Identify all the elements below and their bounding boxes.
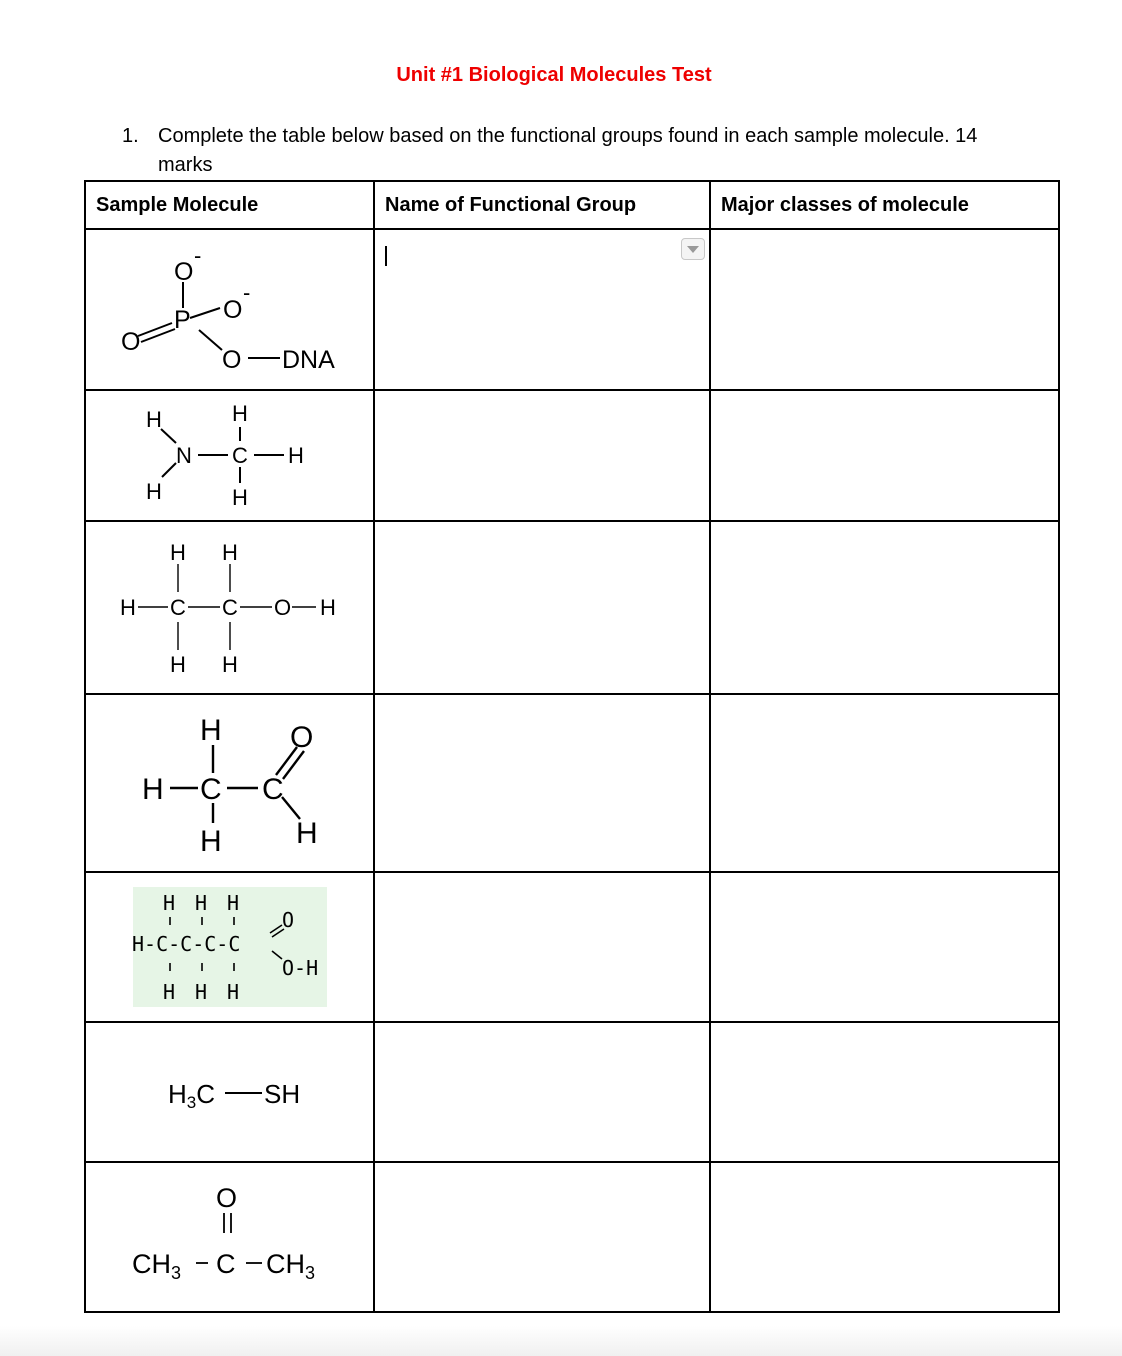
major-class-cell[interactable]	[710, 229, 1059, 390]
functional-group-cell[interactable]	[374, 1022, 710, 1162]
molecule-methanethiol	[85, 1022, 374, 1162]
page-bottom-shade	[0, 1326, 1122, 1356]
dropdown-button[interactable]	[681, 238, 705, 260]
header-functional-group: Name of Functional Group	[374, 181, 710, 229]
functional-group-cell[interactable]	[374, 1162, 710, 1312]
methyl-label: $CH_3$	[266, 1249, 316, 1283]
hydrogen-label: H	[170, 540, 186, 565]
hydrogen-label: H	[288, 443, 304, 468]
charge-label: -	[243, 280, 251, 305]
hydrogen-label: H	[227, 891, 240, 915]
hydrogen-label: H	[222, 652, 238, 677]
hydrogen-label: H	[142, 773, 164, 806]
text-cursor	[385, 246, 387, 266]
header-major-classes: Major classes of molecule	[710, 181, 1059, 229]
hydroxyl-label: O-H	[282, 956, 319, 980]
major-class-cell[interactable]	[710, 390, 1059, 521]
hydrogen-label: H	[146, 407, 162, 432]
molecule-phosphate-dna	[85, 229, 374, 390]
major-class-cell[interactable]	[710, 1022, 1059, 1162]
thiol-label: SH	[264, 1079, 301, 1109]
hydrogen-label: H	[120, 595, 136, 620]
carbon-label: C	[222, 595, 238, 620]
hydrogen-label: H	[200, 825, 222, 858]
carbon-label: C	[170, 595, 186, 620]
oxygen-label: O	[216, 1183, 238, 1213]
functional-group-cell[interactable]	[374, 694, 710, 872]
hydrogen-label: H	[195, 980, 208, 1004]
oxygen-label: O	[274, 595, 292, 620]
methyl-label: H3C	[168, 1079, 216, 1112]
oxygen-label: O	[121, 328, 141, 356]
table-row	[85, 872, 1059, 1022]
hydrogen-label: H	[232, 485, 248, 510]
molecule-acetone	[85, 1162, 374, 1312]
table-row	[85, 694, 1059, 872]
hydrogen-label: H	[195, 891, 208, 915]
major-class-cell[interactable]	[710, 872, 1059, 1022]
oxygen-label: O	[222, 346, 242, 374]
carbon-label: C	[262, 773, 284, 806]
carbon-label: C	[216, 1249, 236, 1279]
functional-group-cell[interactable]	[374, 521, 710, 694]
molecule-ethanol	[85, 521, 374, 694]
molecule-methylamine	[85, 390, 374, 521]
carbon-label: C	[232, 443, 248, 468]
major-class-cell[interactable]	[710, 1162, 1059, 1312]
functional-groups-table	[84, 180, 1060, 1313]
dna-label: DNA	[282, 346, 335, 374]
hydrogen-label: H	[320, 595, 336, 620]
molecule-butanoic-acid	[85, 872, 374, 1022]
document-title: Unit #1 Biological Molecules Test	[396, 64, 712, 86]
question-number: 1.	[122, 125, 139, 147]
carbon-label: C	[200, 773, 222, 806]
phosphorus-label: P	[174, 306, 191, 334]
hydrogen-label: H	[296, 817, 318, 850]
functional-group-cell[interactable]	[374, 872, 710, 1022]
table-row	[85, 229, 1059, 390]
hydrogen-label: H	[222, 540, 238, 565]
question-text: Complete the table below based on the functional groups found in each sample molecule. 14 marks	[158, 125, 978, 176]
hydrogen-label: H	[146, 479, 162, 504]
oxygen-label: O	[174, 258, 194, 286]
charge-label: -	[194, 243, 202, 268]
hydrogen-label: H	[232, 401, 248, 426]
functional-group-cell[interactable]	[374, 229, 710, 390]
table-header-row	[85, 181, 1059, 229]
table-row	[85, 390, 1059, 521]
hydrogen-label: H	[163, 980, 176, 1004]
table-row	[85, 1022, 1059, 1162]
hydrogen-label: H	[227, 980, 240, 1004]
hydrogen-label: H	[163, 891, 176, 915]
major-class-cell[interactable]	[710, 521, 1059, 694]
table-row	[85, 521, 1059, 694]
nitrogen-label: N	[176, 443, 192, 468]
oxygen-label: O	[223, 296, 243, 324]
methyl-label: $CH_3$	[132, 1249, 182, 1283]
functional-group-cell[interactable]	[374, 390, 710, 521]
hydrogen-label: H	[170, 652, 186, 677]
oxygen-label: O	[282, 908, 295, 932]
molecule-acetaldehyde	[85, 694, 374, 872]
oxygen-label: O	[290, 721, 314, 754]
hydrogen-label: H	[200, 714, 222, 747]
major-class-cell[interactable]	[710, 694, 1059, 872]
chevron-down-icon	[682, 239, 704, 259]
carbon-chain-label: H-C-C-C-C	[132, 932, 241, 956]
header-sample-molecule: Sample Molecule	[85, 181, 374, 229]
table-row	[85, 1162, 1059, 1312]
